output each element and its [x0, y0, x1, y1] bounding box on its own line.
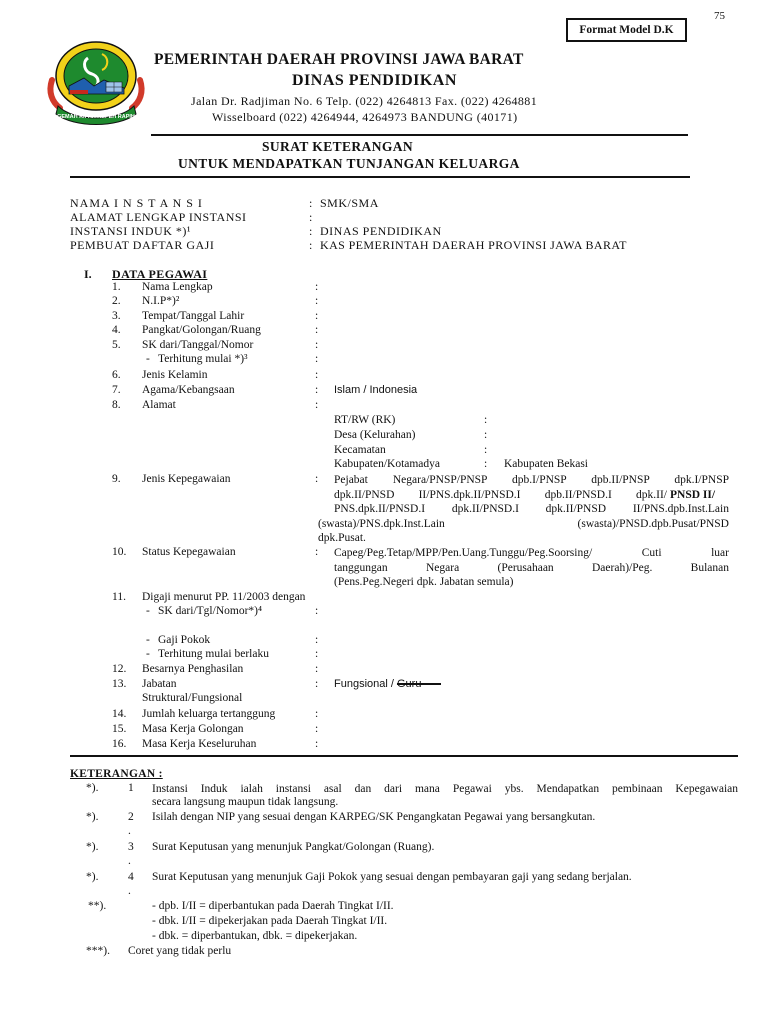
item-colon: :: [315, 546, 319, 558]
item-colon: :: [315, 353, 319, 365]
note-number: 1: [128, 782, 134, 794]
page-number: 75: [714, 10, 725, 22]
header-address-line-2: Wisselboard (022) 4264944, 4264973 BANDUNG (40171): [212, 110, 518, 124]
item-label-salary-start: Terhitung mulai berlaku: [158, 648, 269, 660]
item-number: 4.: [112, 324, 121, 336]
note-marker: *).: [86, 841, 99, 853]
employment-type-line-1: Pejabat Negara/PNSP/PNSP dpb.I/PNSP dpb.II/PNSP dpk.I/PNSP: [334, 474, 729, 486]
item-label-gender: Jenis Kelamin: [142, 369, 208, 381]
item-label-income: Besarnya Penghasilan: [142, 663, 244, 675]
item-colon: :: [315, 723, 319, 735]
item-number: 7.: [112, 384, 121, 396]
agency-colon: :: [309, 224, 313, 238]
employment-status-line-2: tanggungan Negara (Perusahaan Daerah)/Peg. Bulanan: [334, 562, 729, 574]
doc-title-line-2: UNTUK MENDAPATKAN TUNJANGAN KELUARGA: [178, 156, 520, 171]
item-colon: :: [315, 295, 319, 307]
item-number: 11.: [112, 591, 126, 603]
section-roman: I.: [84, 267, 92, 281]
item-label-salary-sk: SK dari/Tgl/Nomor*)⁴: [158, 605, 262, 617]
employment-type-line-2: [334, 488, 729, 503]
item-label-dependents: Jumlah keluarga tertanggung: [142, 708, 276, 720]
item-colon: :: [484, 414, 488, 426]
item-number: 14.: [112, 708, 127, 720]
agency-name-value: SMK/SMA: [320, 196, 379, 210]
doc-title-line-1: SURAT KETERANGAN: [262, 139, 414, 154]
item-number: 3.: [112, 310, 121, 322]
agency-colon: :: [309, 210, 313, 224]
item-value-position: [334, 678, 441, 690]
item-colon: :: [315, 605, 319, 617]
item-label-sk-start: Terhitung mulai *)³: [158, 353, 248, 365]
item-label-position: Jabatan: [142, 678, 177, 690]
item-colon: :: [315, 399, 319, 411]
employment-status-line-1: Capeg/Peg.Tetap/MPP/Pen.Uang.Tunggu/Peg.Soorsing/ Cuti luar: [334, 547, 729, 559]
item-colon: :: [315, 634, 319, 646]
item-label-rank: Pangkat/Golongan/Ruang: [142, 324, 261, 336]
agency-parent-value: DINAS PENDIDIKAN: [320, 224, 442, 238]
section-title: DATA PEGAWAI: [112, 267, 208, 281]
note-marker: *).: [86, 782, 99, 794]
item-dash: -: [146, 605, 150, 617]
item-number: 1.: [112, 281, 121, 293]
employment-type-line-4: (swasta)/PNS.dpk.Inst.Lain (swasta)/PNSD.dpb.Pusat/PNSD: [318, 518, 729, 530]
employment-type-line-3: PNS.dpk.II/PNSD.I dpk.II/PNSD.I dpk.II/PNSD II/PNS.dpb.Inst.Lain: [334, 503, 729, 515]
item-colon: :: [315, 339, 319, 351]
item-label-position-type: Struktural/Fungsional: [142, 692, 243, 704]
item-number: 16.: [112, 738, 127, 750]
employment-type-line-5: dpk.Pusat.: [318, 532, 366, 544]
item-number: 6.: [112, 369, 121, 381]
address-desa-label: Desa (Kelurahan): [334, 429, 416, 441]
item-label-employment-status: Status Kepegawaian: [142, 546, 236, 558]
address-kabupaten-label: Kabupaten/Kotamadya: [334, 458, 441, 470]
item-dash: -: [146, 634, 150, 646]
note-4-text: Surat Keputusan yang menunjuk Gaji Pokok yang sesuai dengan pembayaran gaji yang sedang berjalan.: [152, 871, 632, 883]
note-5-text: Coret yang tidak perlu: [128, 945, 232, 957]
header-government: PEMERINTAH DAERAH PROVINSI JAWA BARAT: [154, 51, 524, 68]
payroll-maker-label: PEMBUAT DAFTAR GAJI: [70, 238, 215, 252]
item-label-sk: SK dari/Tanggal/Nomor: [142, 339, 254, 351]
item-number: 2.: [112, 295, 121, 307]
agency-parent-label: INSTANSI INDUK *)¹: [70, 224, 191, 238]
position-value: Fungsional /: [334, 678, 397, 690]
item-colon: :: [315, 473, 319, 485]
item-colon: :: [315, 708, 319, 720]
payroll-maker-value: KAS PEMERINTAH DAERAH PROVINSI JAWA BARAT: [320, 238, 627, 252]
item-colon: :: [315, 281, 319, 293]
item-colon: :: [315, 369, 319, 381]
item-colon: :: [484, 444, 488, 456]
item-number: 15.: [112, 723, 127, 735]
item-label-employment-type: Jenis Kepegawaian: [142, 473, 231, 485]
item-label-birth: Tempat/Tanggal Lahir: [142, 310, 245, 322]
employment-type-line-2b: PNSD II/: [670, 489, 716, 501]
note-dot: .: [128, 855, 131, 867]
item-label-rank-tenure: Masa Kerja Golongan: [142, 723, 244, 735]
item-colon: :: [315, 324, 319, 336]
agency-name-label: NAMA I N S T A N S I: [70, 196, 203, 210]
note-marker: *).: [86, 871, 99, 883]
employment-status-line-3: (Pens.Peg.Negeri dpk. Jabatan semula): [334, 576, 514, 588]
item-label-base-salary: Gaji Pokok: [158, 634, 211, 646]
item-value-religion: Islam / Indonesia: [334, 384, 418, 396]
item-colon: :: [315, 678, 319, 690]
west-java-emblem-logo: [44, 36, 148, 128]
item-number: 9.: [112, 473, 121, 485]
address-kecamatan-label: Kecamatan: [334, 444, 386, 456]
note-number: 4: [128, 871, 134, 883]
note-bullet-1: - dpb. I/II = diperbantukan pada Daerah Tingkat I/II.: [152, 900, 394, 912]
item-colon: :: [315, 738, 319, 750]
item-label-full-name: Nama Lengkap: [142, 281, 213, 293]
agency-address-label: ALAMAT LENGKAP INSTANSI: [70, 210, 247, 224]
item-colon: :: [484, 429, 488, 441]
note-2-text: Isilah dengan NIP yang sesuai dengan KARPEG/SK Pengangkatan Pegawai yang bersangkutan.: [152, 811, 596, 823]
header-rule: [151, 134, 688, 136]
item-colon: :: [484, 458, 488, 470]
strike-line: [419, 683, 441, 685]
item-label-religion: Agama/Kebangsaan: [142, 384, 235, 396]
notes-heading: KETERANGAN :: [70, 768, 163, 780]
note-1-line-2: secara langsung maupun tidak langsung.: [152, 796, 339, 808]
note-bullet-2: - dbk. I/II = dipekerjakan pada Daerah Tingkat I/II.: [152, 915, 388, 927]
note-1-line-1: Instansi Induk ialah instansi asal dan dari mana Pegawai ybs. Mendapatkan pembinaan Kepegawaian: [152, 783, 738, 795]
item-label-address: Alamat: [142, 399, 176, 411]
note-number: 3: [128, 841, 134, 853]
item-colon: :: [315, 310, 319, 322]
item-label-salary-basis: Digaji menurut PP. 11/2003 dengan: [142, 591, 306, 603]
header-address-line-1: Jalan Dr. Radjiman No. 6 Telp. (022) 4264813 Fax. (022) 4264881: [191, 94, 538, 108]
item-number: 8.: [112, 399, 121, 411]
item-label-nip: N.I.P*)²: [142, 295, 180, 307]
note-3-text: Surat Keputusan yang menunjuk Pangkat/Golongan (Ruang).: [152, 841, 435, 853]
item-number: 5.: [112, 339, 121, 351]
position-struck-value: Guru: [396, 678, 422, 690]
agency-colon: :: [309, 238, 313, 252]
note-bullet-3: - dbk. = diperbantukan, dbk. = dipekerjakan.: [152, 930, 358, 942]
address-rt-label: RT/RW (RK): [334, 414, 396, 426]
title-rule: [70, 176, 690, 178]
item-dash: -: [146, 648, 150, 660]
item-colon: :: [315, 648, 319, 660]
item-number: 10.: [112, 546, 127, 558]
item-number: 12.: [112, 663, 127, 675]
item-number: 13.: [112, 678, 127, 690]
note-dot: .: [128, 885, 131, 897]
address-kabupaten-value: Kabupaten Bekasi: [504, 458, 588, 470]
logo-motto: GEMAH RIPAH REPEH RAPIH: [57, 114, 135, 120]
employment-type-line-2a: dpk.II/PNSD II/PNS.dpk.II/PNSD.I dpb.II/PNSD.I dpk.II/: [334, 489, 667, 501]
note-number: 2: [128, 811, 134, 823]
note-marker: *).: [86, 811, 99, 823]
format-label: Format Model D.K: [566, 18, 687, 42]
header-department: DINAS PENDIDIKAN: [292, 72, 457, 89]
agency-colon: :: [309, 196, 313, 210]
section-end-rule: [70, 755, 738, 757]
item-colon: :: [315, 663, 319, 675]
item-label-total-tenure: Masa Kerja Keseluruhan: [142, 738, 257, 750]
item-dash: -: [146, 353, 150, 365]
note-dot: .: [128, 825, 131, 837]
note-marker: **).: [88, 900, 107, 912]
item-colon: :: [315, 384, 319, 396]
note-marker: ***).: [86, 945, 110, 957]
